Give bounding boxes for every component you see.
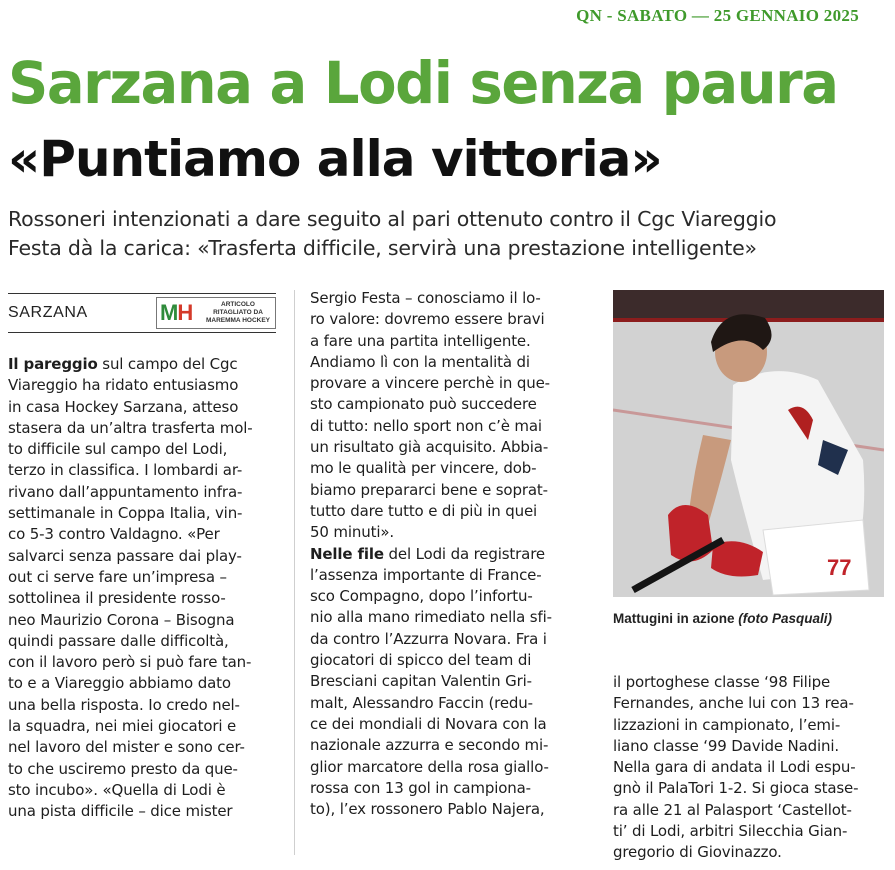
lead-in-bold: Nelle file <box>310 544 384 563</box>
jersey-number: 77 <box>827 555 852 580</box>
subhead <box>8 205 888 263</box>
article-line: il portoghese classe ‘98 Filipe <box>613 673 831 691</box>
article-line: malt, Alessandro Faccin (redu- <box>310 693 533 712</box>
article-line: nel lavoro del mister e sono cer- <box>8 738 245 757</box>
article-line: ra alle 21 al Palasport ‘Castellot- <box>613 800 852 819</box>
logo-mark-m: M <box>160 300 178 325</box>
article-line: ce dei mondiali di Novara con la <box>310 714 547 733</box>
byline-bar <box>8 293 276 333</box>
article-line: una bella risposta. Io credo nel- <box>8 695 240 714</box>
maremma-hockey-logo <box>156 297 276 329</box>
article-line: sco Compagno, dopo l’infortu- <box>310 587 533 606</box>
article-line: nazionale azzurra e secondo mi- <box>310 736 549 755</box>
article-line: mo le qualità per vincere, dob- <box>310 459 537 478</box>
column-divider <box>294 290 295 855</box>
caption-credit: (foto Pasquali) <box>738 611 833 626</box>
article-line: Andiamo lì con la mentalità di <box>310 352 530 371</box>
article-line: settimanale in Coppa Italia, vin- <box>8 504 243 523</box>
article-line: un risultato già acquisito. Abbia- <box>310 438 549 457</box>
article-line: rivano dall’appuntamento infra- <box>8 482 243 501</box>
logo-text-line: ARTICOLO <box>221 301 255 308</box>
article-line: to), l’ex rossonero Pablo Najera, <box>310 800 545 819</box>
article-column-1 <box>8 354 278 823</box>
article-line: terzo in classifica. I lombardi ar- <box>8 461 243 480</box>
article-line: sto campionato può succedere <box>310 395 537 414</box>
article-line: salvarci senza passare dai play- <box>8 546 242 565</box>
article-line: to che usciremo presto da que- <box>8 759 238 778</box>
logo-mark <box>160 300 192 326</box>
article-line: a fare una partita intelligente. <box>310 331 531 350</box>
player-photo <box>613 290 884 597</box>
subhead-line: Festa dà la carica: «Trasferta difficile, servirà una prestazione intelligente» <box>8 236 757 260</box>
article-column-2 <box>310 288 585 820</box>
article-line: co 5-3 contro Valdagno. «Per <box>8 525 220 544</box>
article-line <box>8 354 278 375</box>
article-line: Fernandes, anche lui con 13 rea- <box>613 694 854 713</box>
article-line: biamo prepararci bene e soprat- <box>310 480 548 499</box>
article-line: rossa con 13 gol in campiona- <box>310 778 531 797</box>
caption-text: Mattugini in azione <box>613 611 735 626</box>
article-line: Sergio Festa – conosciamo il lo- <box>310 289 541 307</box>
article-line: giocatori di spicco del team di <box>310 651 532 670</box>
article-line: stasera da un’altra trasferta mol- <box>8 418 253 437</box>
photo-caption <box>613 611 888 626</box>
article-text: sul campo del Cgc <box>97 355 238 373</box>
article-line: neo Maurizio Corona – Bisogna <box>8 610 235 629</box>
article-line: ti’ di Lodi, arbitri Silecchia Gian- <box>613 822 848 841</box>
article-line: l’assenza importante di France- <box>310 565 542 584</box>
article-line: Viareggio ha ridato entusiasmo <box>8 376 239 395</box>
article-line: gregorio di Giovinazzo. <box>613 843 782 862</box>
article-line: glior marcatore della rosa giallo- <box>310 757 549 776</box>
article-line: lizzazioni in campionato, l’emi- <box>613 715 841 734</box>
article-line: provare a vincere perchè in que- <box>310 374 550 393</box>
article-line: una pista difficile – dice mister <box>8 802 233 821</box>
lead-in-bold: Il pareggio <box>8 355 98 373</box>
article-text: del Lodi da registrare <box>383 544 545 563</box>
article-line: tutto dare tutto e di più in quei <box>310 501 538 520</box>
article-line: to e a Viareggio abbiamo dato <box>8 674 231 693</box>
article-line: Nella gara di andata il Lodi espu- <box>613 758 856 777</box>
article-line: Bresciani capitan Valentin Gri- <box>310 672 532 691</box>
dateline: QN - SABATO — 25 GENNAIO 2025 <box>576 6 859 25</box>
logo-text-line: RITAGLIATO DA <box>213 309 263 316</box>
article-line: sottolinea il presidente rosso- <box>8 589 226 608</box>
article-line: di tutto: nello sport non c’è mai <box>310 416 542 435</box>
article-line: sto incubo». «Quella di Lodi è <box>8 780 226 799</box>
article-line: quindi passare dalle difficoltà, <box>8 631 229 650</box>
article-line: out ci serve fare un’impresa – <box>8 567 227 586</box>
logo-text <box>203 301 273 325</box>
headline: Sarzana a Lodi senza paura <box>8 49 838 117</box>
logo-mark-h: H <box>177 300 193 325</box>
article-line: nio alla mano rimediato nella sfi- <box>310 608 552 627</box>
article-line: gnò il PalaTori 1-2. Si gioca stase- <box>613 779 859 798</box>
byline-place: SARZANA <box>8 304 88 321</box>
article-column-3 <box>613 672 888 864</box>
article-line: 50 minuti». <box>310 523 394 542</box>
article-line: liano classe ‘99 Davide Nadini. <box>613 736 840 755</box>
headline-quote: «Puntiamo alla vittoria» <box>8 130 662 188</box>
article-line: to difficile sul campo del Lodi, <box>8 440 228 459</box>
article-line: la squadra, nei miei giocatori e <box>8 717 237 736</box>
article-line: in casa Hockey Sarzana, atteso <box>8 397 239 416</box>
player-photo-illustration <box>613 290 884 597</box>
logo-text-line: MAREMMA HOCKEY <box>205 317 271 324</box>
article-line: con il lavoro però si può fare tan- <box>8 653 252 672</box>
article-line: ro valore: dovremo essere bravi <box>310 310 545 329</box>
subhead-line: Rossoneri intenzionati a dare seguito al pari ottenuto contro il Cgc Viareggio <box>8 207 777 231</box>
article-line <box>310 544 585 565</box>
article-line: da contro l’Azzurra Novara. Fra i <box>310 629 547 648</box>
